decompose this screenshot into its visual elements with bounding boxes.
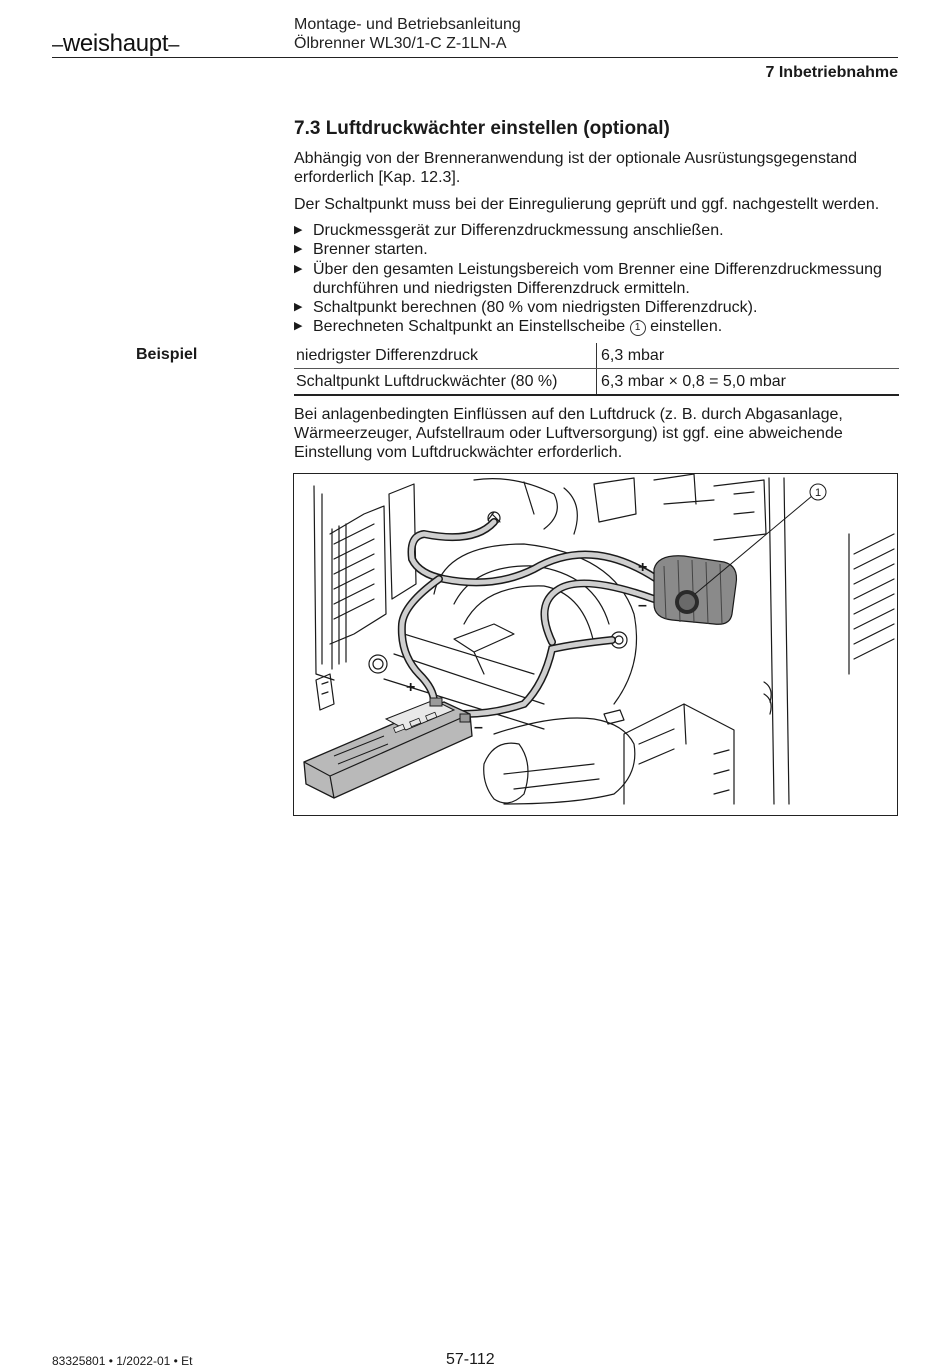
instruction-step: ▶ Berechneten Schaltpunkt an Einstellscheibe 1 einstellen.: [294, 318, 723, 336]
table-cell-value: 6,3 mbar × 0,8 = 5,0 mbar: [597, 369, 900, 396]
instruction-step: ▶ Druckmessgerät zur Differenzdruckmessung anschließen.: [294, 222, 724, 239]
instruction-step: ▶ Brenner starten.: [294, 241, 428, 259]
triangle-bullet-icon: ▶: [294, 243, 303, 256]
differential-pressure-gauge: [304, 698, 472, 798]
document-title-line-2: Ölbrenner WL30/1-C Z-1LN-A: [294, 35, 507, 52]
air-pressure-note: Bei anlagenbedingten Einflüssen auf den Luftdruck (z. B. durch Abgasanlage, Wärmeerzeuger, Aufstellraum oder Luftversorgung) ist ggf. eine abweichende Einstellung vom Luftdruckwächter erforderlich.: [294, 406, 843, 461]
callout-marker: 1: [630, 320, 646, 336]
example-label: Beispiel: [136, 346, 198, 363]
example-table: [294, 343, 899, 396]
table-cell-value: 6,3 mbar: [597, 343, 900, 369]
table-row: [294, 343, 899, 369]
table-cell-label: niedrigster Differenzdruck: [294, 343, 597, 369]
switch-point-paragraph: Der Schaltpunkt muss bei der Einregulierung geprüft und ggf. nachgestellt werden.: [294, 196, 880, 213]
table-row: [294, 369, 899, 396]
instruction-list: [294, 221, 900, 337]
figure-callout-number: 1: [814, 487, 822, 499]
document-title-line-1: Montage- und Betriebsanleitung: [294, 16, 521, 33]
instruction-step: ▶ Über den gesamten Leistungsbereich vom Brenner eine Differenzdruckmessung durchführen und niedrigsten Differenzdruck ermitteln.: [294, 260, 882, 297]
intro-paragraph: Abhängig von der Brenneranwendung ist der optionale Ausrüstungsgegenstand erforderlich [Kap. 12.3].: [294, 150, 858, 186]
burner-illustration: [293, 473, 898, 816]
triangle-bullet-icon: ▶: [294, 262, 303, 275]
triangle-bullet-icon: ▶: [294, 301, 303, 314]
header-divider: [52, 57, 898, 58]
section-title: 7.3 Luftdruckwächter einstellen (optional): [294, 118, 670, 139]
plus-marker: +: [638, 559, 648, 576]
logo-text: weishaupt: [62, 30, 169, 57]
air-pressure-switch: [654, 484, 826, 624]
triangle-bullet-icon: ▶: [294, 224, 303, 236]
minus-marker: –: [638, 597, 647, 614]
burner-drawing: [294, 474, 896, 814]
instruction-step: ▶ Schaltpunkt berechnen (80 % vom niedrigsten Differenzdruck).: [294, 299, 758, 317]
table-cell-label: Schaltpunkt Luftdruckwächter (80 %): [294, 369, 597, 396]
weishaupt-logo: –weishaupt–: [52, 30, 180, 57]
minus-marker: –: [474, 719, 483, 736]
chapter-heading: 7 Inbetriebnahme: [765, 64, 898, 81]
triangle-bullet-icon: ▶: [294, 320, 303, 333]
document-title: [294, 15, 521, 53]
page-number: 57-112: [446, 1351, 495, 1368]
footer-document-number: 83325801 • 1/2022-01 • Et: [52, 1354, 193, 1368]
plus-marker: +: [406, 679, 416, 696]
